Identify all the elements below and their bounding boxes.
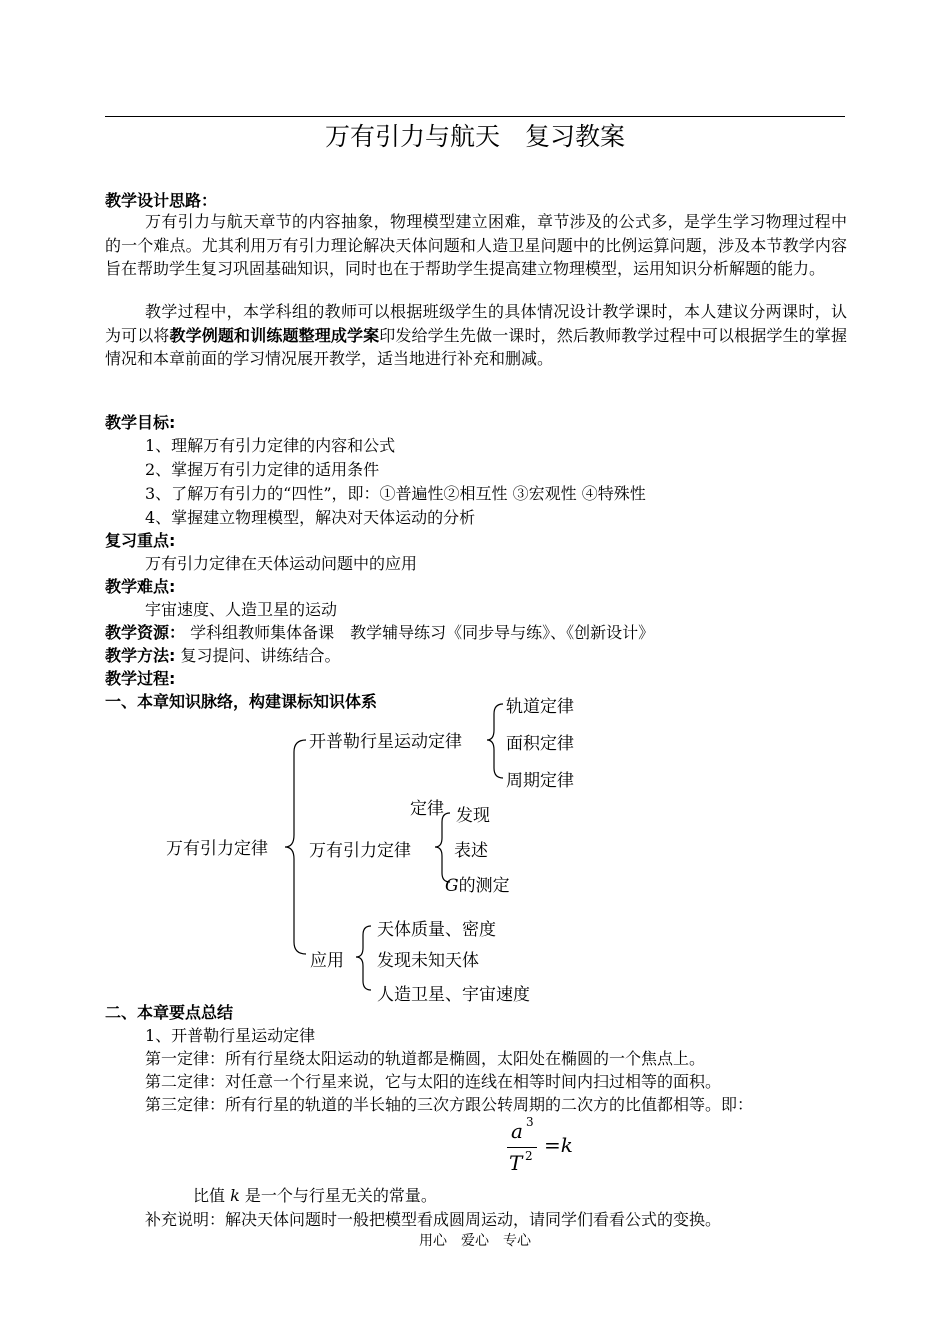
formula-fraction-bar: [507, 1147, 537, 1148]
method-heading: 教学方法:: [105, 646, 176, 665]
design-heading: 教学设计思路：: [105, 191, 218, 210]
formula-numerator: a: [511, 1119, 523, 1143]
goal-item: 4、掌握建立物理模型，解决对天体运动的分析: [145, 508, 476, 527]
tree-root: 万有引力定律: [166, 839, 268, 859]
tree-g-measure: [445, 871, 510, 896]
page-title: 万有引力与航天 复习教案: [324, 122, 625, 151]
tree-kepler: 开普勒行星运动定律: [309, 732, 462, 752]
tree-app-item: 发现未知天体: [377, 951, 479, 971]
goals-heading: 教学目标:: [105, 413, 176, 432]
section2-heading: 二、本章要点总结: [105, 1003, 234, 1022]
kepler-brace: [487, 704, 503, 778]
ratio-k: k: [230, 1186, 240, 1205]
law-3: 第三定律：所有行星的轨道的半长轴的三次方跟公转周期的二次方的比值都相等。即：: [145, 1095, 754, 1114]
difficulty-text: 宇宙速度、人造卫星的运动: [145, 600, 338, 619]
tree-gravity: 万有引力定律: [309, 841, 411, 861]
app-brace: [356, 926, 371, 990]
law-2: 第二定律：对任意一个行星来说，它与太阳的连线在相等时间内扫过相等的面积。: [145, 1072, 722, 1091]
formula-num-exponent: 3: [526, 1115, 534, 1129]
section2-sub1: 1、开普勒行星运动定律: [145, 1026, 316, 1045]
g-text: 的测定: [458, 876, 510, 896]
page-footer: 用心 爱心 专心: [419, 1233, 531, 1249]
focus-text: 万有引力定律在天体运动问题中的应用: [145, 554, 418, 573]
design-paragraph-1: 万有引力与航天章节的内容抽象，物理模型建立困难，章节涉及的公式多，是学生学习物理过程中的一个难点。尤其利用万有引力理论解决天体问题和人造卫星问题中的比例运算问题，涉及本节教学内容旨在帮助学生复习巩固基础知识，同时也在于帮助学生提高建立物理模型，运用知识分析解题的能力。: [105, 212, 847, 278]
formula-denominator: T: [509, 1151, 523, 1175]
goal-item: 2、掌握万有引力定律的适用条件: [145, 460, 380, 479]
goal-item: 1、理解万有引力定律的内容和公式: [145, 436, 396, 455]
supplement-note: 补充说明：解决天体问题时一般把模型看成圆周运动，请同学们看看公式的变换。: [145, 1210, 722, 1229]
goal-item: 3、了解万有引力的“四性”，即：①普遍性②相互性 ③宏观性 ④特殊性: [145, 484, 646, 503]
tree-app-item: 天体质量、密度: [377, 920, 496, 940]
design-p2-start: 教学过程中，本学科组的教师可以根据班级学生的具体情况设计教学课时，本人建议分两课时，认为可以将: [105, 302, 847, 345]
ratio-line: [193, 1183, 437, 1206]
design-p2-bold: 教学例题和训练题整理成学案: [169, 325, 380, 345]
tree-gravity-item: 发现: [456, 806, 490, 826]
formula-rhs: =k: [544, 1133, 573, 1157]
tree-kepler-item: 面积定律: [506, 734, 574, 754]
formula-den-exponent: 2: [525, 1149, 533, 1163]
tree-gravity-label: 定律: [410, 799, 444, 819]
method-text: 复习提问、讲练结合。: [175, 646, 341, 665]
root-brace: [285, 740, 306, 954]
tree-app: 应用: [310, 951, 344, 971]
tree-gravity-item: 表述: [454, 841, 488, 861]
resources-text: 学科组教师集体备课 教学辅导练习《同步导与练》、《创新设计》: [185, 623, 655, 642]
law-1: 第一定律：所有行星绕太阳运动的轨道都是椭圆，太阳处在椭圆的一个焦点上。: [145, 1049, 706, 1068]
tree-kepler-item: 轨道定律: [506, 697, 574, 717]
section1-heading: 一、本章知识脉络，构建课标知识体系: [105, 692, 378, 711]
tree-app-item: 人造卫星、宇宙速度: [377, 985, 530, 1005]
design-p2-end: 印发给学生先做一课时，然后教师教学过程中可以根据学生的掌握情况和本章前面的学习情况展开教学，适当地进行补充和删减。: [105, 325, 847, 368]
tree-kepler-item: 周期定律: [506, 771, 574, 791]
process-heading: 教学过程:: [105, 669, 176, 688]
resources-heading: 教学资源：: [105, 623, 186, 642]
ratio-end: 是一个与行星无关的常量。: [239, 1186, 437, 1205]
difficulty-heading: 教学难点:: [105, 577, 176, 596]
focus-heading: 复习重点:: [105, 531, 176, 550]
ratio-start: 比值: [193, 1186, 231, 1205]
g-symbol: G: [445, 876, 459, 896]
